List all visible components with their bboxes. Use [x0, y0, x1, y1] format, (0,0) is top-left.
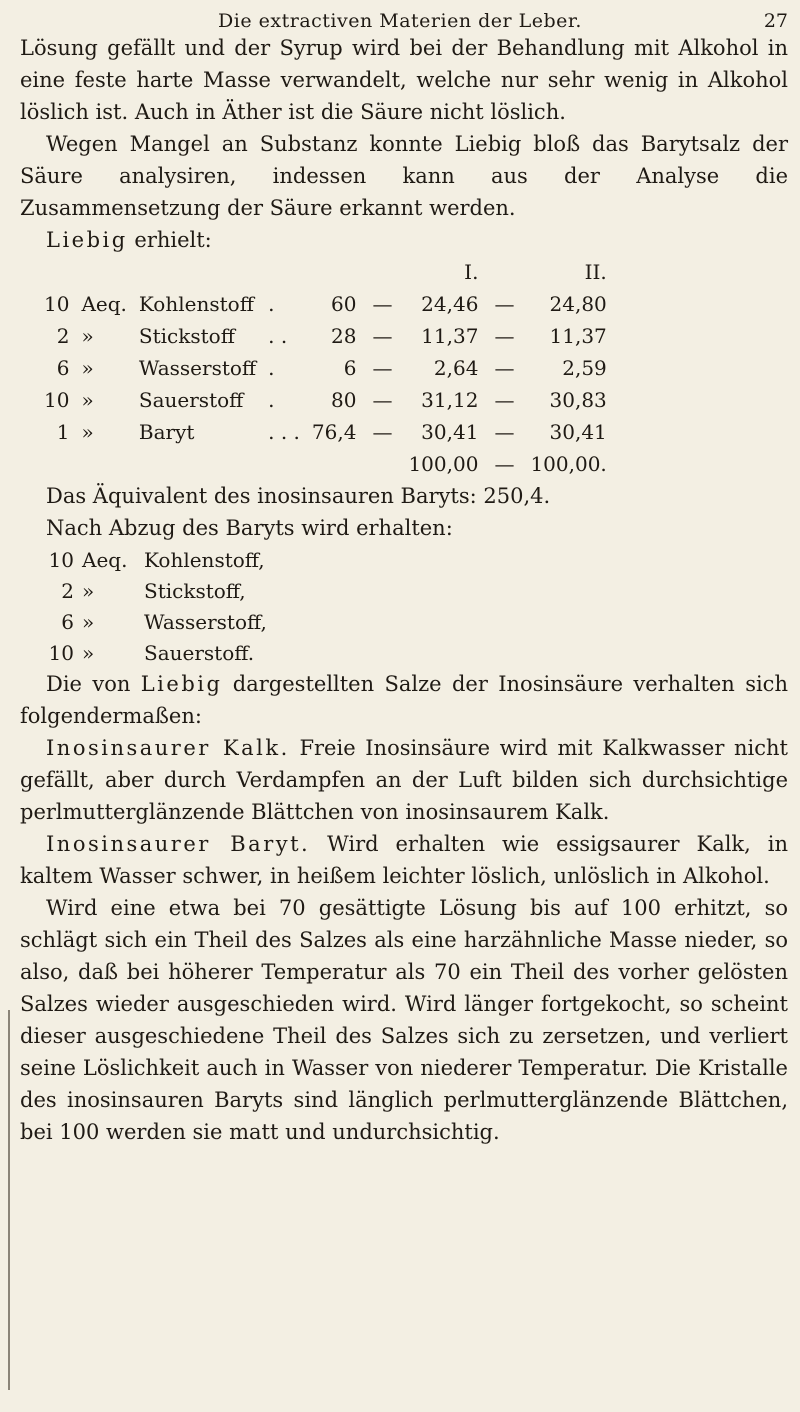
section-heading: Inosinsaurer Kalk. — [46, 736, 290, 760]
section-heading: Inosinsaurer Baryt. — [46, 832, 311, 856]
total-i: 100,00 — [408, 452, 479, 476]
dash: — — [372, 356, 393, 380]
leader-dots: . — [268, 356, 275, 380]
page-header — [0, 4, 800, 34]
element: Wasserstoff — [138, 356, 257, 380]
calculated-value: 28 — [331, 324, 357, 348]
equivalents: 6 — [56, 356, 70, 380]
unit: » — [81, 324, 94, 348]
equivalents: 2 — [61, 579, 74, 603]
value-ii: 24,80 — [549, 292, 607, 316]
value-ii: 11,37 — [549, 324, 607, 348]
list-item — [40, 637, 788, 668]
table-row — [38, 288, 613, 320]
element: Kohlenstoff, — [144, 548, 265, 572]
value-i: 31,12 — [421, 388, 479, 412]
element: Sauerstoff — [138, 388, 244, 412]
dash: — — [494, 388, 515, 412]
equivalents: 1 — [56, 420, 70, 444]
paragraph-text: Freie Inosinsäure wird mit Kalkwasser nicht gefällt, aber durch Verdampfen an der Luft bilden sich durchsichtige perlmutterglänzende Blättchen von inosinsaurem Kalk. — [20, 736, 788, 824]
table-row — [38, 416, 613, 448]
paragraph-continued: Lösung gefällt und der Syrup wird bei der Behandlung mit Alkohol in eine feste harte Masse verwandelt, welche nur sehr wenig in Alkohol löslich ist. Auch in Äther ist die Säure nicht löslich. — [20, 36, 788, 124]
dash: — — [372, 420, 393, 444]
paragraph-substance: Wegen Mangel an Substanz konnte Liebig bloß das Barytsalz der Säure analysiren, indessen kann aus der Analyse die Zusammensetzung der Säure erkannt werden. — [20, 132, 788, 220]
value-ii: 2,59 — [562, 356, 607, 380]
table-row — [38, 320, 613, 352]
element: Stickstoff — [138, 324, 235, 348]
dash: — — [372, 324, 393, 348]
table-row — [38, 384, 613, 416]
paragraph-calcium-salt — [20, 732, 788, 828]
value-i: 24,46 — [421, 292, 479, 316]
dash: — — [372, 292, 393, 316]
paragraph-liebig-obtained — [20, 224, 788, 256]
unit: Aeq. — [81, 292, 127, 316]
unit: » — [82, 610, 95, 634]
leader-dots: . — [268, 388, 275, 412]
scan-margin-line — [8, 1010, 10, 1390]
unit: » — [82, 579, 95, 603]
leader-dots: . . — [268, 324, 288, 348]
column-header-ii: II. — [584, 260, 607, 284]
element: Wasserstoff, — [144, 610, 267, 634]
dash: — — [494, 356, 515, 380]
list-item — [40, 606, 788, 637]
element: Baryt — [138, 420, 195, 444]
author-name: Liebig — [140, 672, 223, 696]
leader-dots: . . . — [268, 420, 300, 444]
leader-dots: . — [268, 292, 275, 316]
equivalents: 10 — [44, 292, 70, 316]
composition-table — [38, 256, 613, 480]
calculated-value: 60 — [331, 292, 357, 316]
equivalents: 10 — [48, 641, 74, 665]
paragraph-heating: Wird eine etwa bei 70 gesättigte Lösung bis auf 100 erhitzt, so schlägt sich ein Theil des Salzes als eine harzähnliche Masse nieder, so also, daß bei höherer Temperatur als 70 ein Theil des vorher gelösten Salzes wieder ausgeschieden wird. Wird länger fortgekocht, so scheint dieser ausgeschiedene Theil des Salzes sich zu zersetzen, und verliert seine Löslichkeit auch in Wasser von niederer Temperatur. Die Kristalle des inosinsauren Baryts sind länglich perlmutterglänzende Blättchen, bei 100 werden sie matt und undurchsichtig. — [20, 896, 788, 1144]
paragraph-after-deduction: Nach Abzug des Baryts wird erhalten: — [46, 516, 453, 540]
table-row — [38, 352, 613, 384]
dash: — — [494, 420, 515, 444]
equivalents: 2 — [56, 324, 70, 348]
unit: » — [81, 388, 94, 412]
page-number: 27 — [763, 10, 788, 32]
paragraph-text: Die von — [46, 672, 131, 696]
unit: » — [81, 356, 94, 380]
list-item — [40, 575, 788, 606]
author-name: Liebig — [46, 228, 128, 252]
table-totals-row — [38, 448, 613, 480]
paragraph-barium-salt — [20, 828, 788, 892]
element: Stickstoff, — [144, 579, 246, 603]
page-body — [20, 32, 788, 1148]
value-i: 30,41 — [421, 420, 479, 444]
value-ii: 30,83 — [549, 388, 607, 412]
table-header-row — [38, 256, 613, 288]
dash: — — [494, 324, 515, 348]
unit: » — [81, 420, 94, 444]
paragraph-text: erhielt: — [134, 228, 212, 252]
element: Kohlenstoff — [138, 292, 254, 316]
total-ii: 100,00. — [530, 452, 607, 476]
equivalents: 6 — [61, 610, 74, 634]
calculated-value: 76,4 — [311, 420, 357, 444]
paragraph-salts-intro — [20, 668, 788, 732]
value-i: 11,37 — [421, 324, 479, 348]
formula-list — [40, 544, 788, 668]
calculated-value: 80 — [331, 388, 357, 412]
paragraph-text: dargestellten Salze der Inosinsäure verhalten sich folgendermaßen: — [20, 672, 788, 728]
value-ii: 30,41 — [549, 420, 607, 444]
dash: — — [494, 292, 515, 316]
unit: Aeq. — [82, 548, 128, 572]
element: Sauerstoff. — [144, 641, 255, 665]
calculated-value: 6 — [343, 356, 357, 380]
paragraph-equivalent: Das Äquivalent des inosinsauren Baryts: 250,4. — [46, 484, 551, 508]
unit: » — [82, 641, 95, 665]
value-i: 2,64 — [433, 356, 479, 380]
paragraph-text: Wird erhalten wie essigsaurer Kalk, in kaltem Wasser schwer, in heißem leichter löslich, unlöslich in Alkohol. — [20, 832, 789, 888]
column-header-i: I. — [464, 260, 479, 284]
equivalents: 10 — [44, 388, 70, 412]
dash: — — [372, 388, 393, 412]
list-item — [40, 544, 788, 575]
equivalents: 10 — [48, 548, 74, 572]
running-head: Die extractiven Materien der Leber. — [218, 10, 582, 32]
dash: — — [494, 452, 515, 476]
